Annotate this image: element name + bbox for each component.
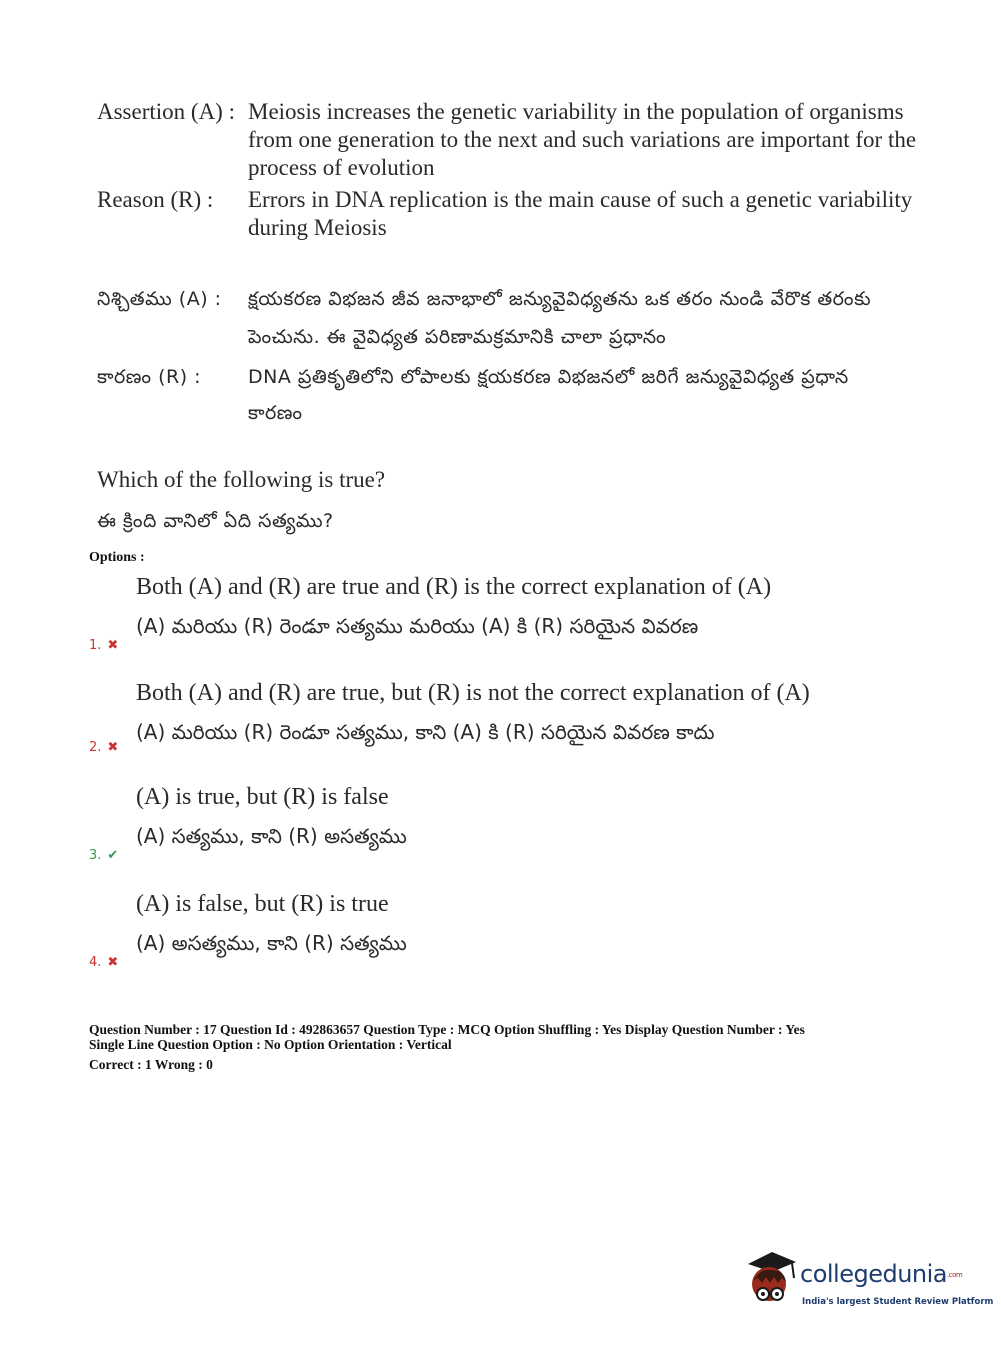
options-label: Options : xyxy=(89,550,145,565)
reason-line-2: during Meiosis xyxy=(248,215,387,240)
option-2-text: Both (A) and (R) are true, but (R) is not the correct explanation of (A) xyxy=(136,680,810,706)
cross-icon: ✖ xyxy=(107,955,119,970)
option-4-number: 4. ✖ xyxy=(89,955,119,970)
logo-wordmark: collegedunia.com xyxy=(800,1260,963,1288)
reason-te-line-1: DNA ప్రతికృతిలోని లోపాలకు క్షయకరణ విభజనలో జరిగే జన్యువైవిధ్యత ప్రధాన xyxy=(248,366,849,388)
assertion-line-2: from one generation to the next and such variations are important for the xyxy=(248,127,917,152)
option-1-text-te: (A) మరియు (R) రెండూ సత్యము మరియు (A) కి (R) సరియైన వివరణ xyxy=(136,614,699,638)
assertion-label: Assertion (A) : xyxy=(97,99,235,124)
option-4-text: (A) is false, but (R) is true xyxy=(136,891,389,917)
assertion-te-label: నిశ్చితము (A) : xyxy=(97,288,222,310)
assertion-line-1: Meiosis increases the genetic variability in the population of organisms xyxy=(248,99,904,124)
reason-te-label: కారణం (R) : xyxy=(97,366,202,388)
question-text: Which of the following is true? xyxy=(97,467,386,492)
option-3-text-te: (A) సత్యము, కాని (R) అసత్యము xyxy=(136,824,407,848)
logo-tagline: India's largest Student Review Platform xyxy=(802,1297,994,1307)
assertion-te-line-2: పెంచును. ఈ వైవిధ్యత పరిణామక్రమానికి చాలా ప్రధానం xyxy=(248,326,667,348)
check-icon: ✔ xyxy=(107,848,119,863)
question-metadata-line-2: Single Line Question Option : No Option Orientation : Vertical xyxy=(89,1037,452,1052)
option-3-text: (A) is true, but (R) is false xyxy=(136,784,389,810)
assertion-line-3: process of evolution xyxy=(248,155,435,180)
reason-line-1: Errors in DNA replication is the main cause of such a genetic variability xyxy=(248,187,913,212)
collegedunia-logo[interactable] xyxy=(742,1250,994,1312)
option-1-number: 1. ✖ xyxy=(89,638,119,653)
question-text-te: ఈ క్రింది వానిలో ఏది సత్యము? xyxy=(97,510,334,532)
mascot-icon xyxy=(742,1250,798,1310)
cross-icon: ✖ xyxy=(107,638,119,653)
question-metadata-line-3: Correct : 1 Wrong : 0 xyxy=(89,1057,213,1072)
option-1-text: Both (A) and (R) are true and (R) is the correct explanation of (A) xyxy=(136,574,772,600)
option-3-number: 3. ✔ xyxy=(89,848,119,863)
cross-icon: ✖ xyxy=(107,740,119,755)
reason-label: Reason (R) : xyxy=(97,187,214,212)
reason-te-line-2: కారణం xyxy=(248,402,303,424)
option-2-number: 2. ✖ xyxy=(89,740,119,755)
option-4-text-te: (A) అసత్యము, కాని (R) సత్యము xyxy=(136,931,407,955)
option-2-text-te: (A) మరియు (R) రెండూ సత్యము, కాని (A) కి (R) సరియైన వివరణ కాదు xyxy=(136,720,715,744)
assertion-te-line-1: క్షయకరణ విభజన జీవ జనాభాలో జన్యువైవిధ్యతను ఒక తరం నుండి వేరొక తరంకు xyxy=(248,288,872,310)
question-metadata-line-1: Question Number : 17 Question Id : 492863657 Question Type : MCQ Option Shuffling : Yes Display Question Number : Yes xyxy=(89,1022,805,1037)
